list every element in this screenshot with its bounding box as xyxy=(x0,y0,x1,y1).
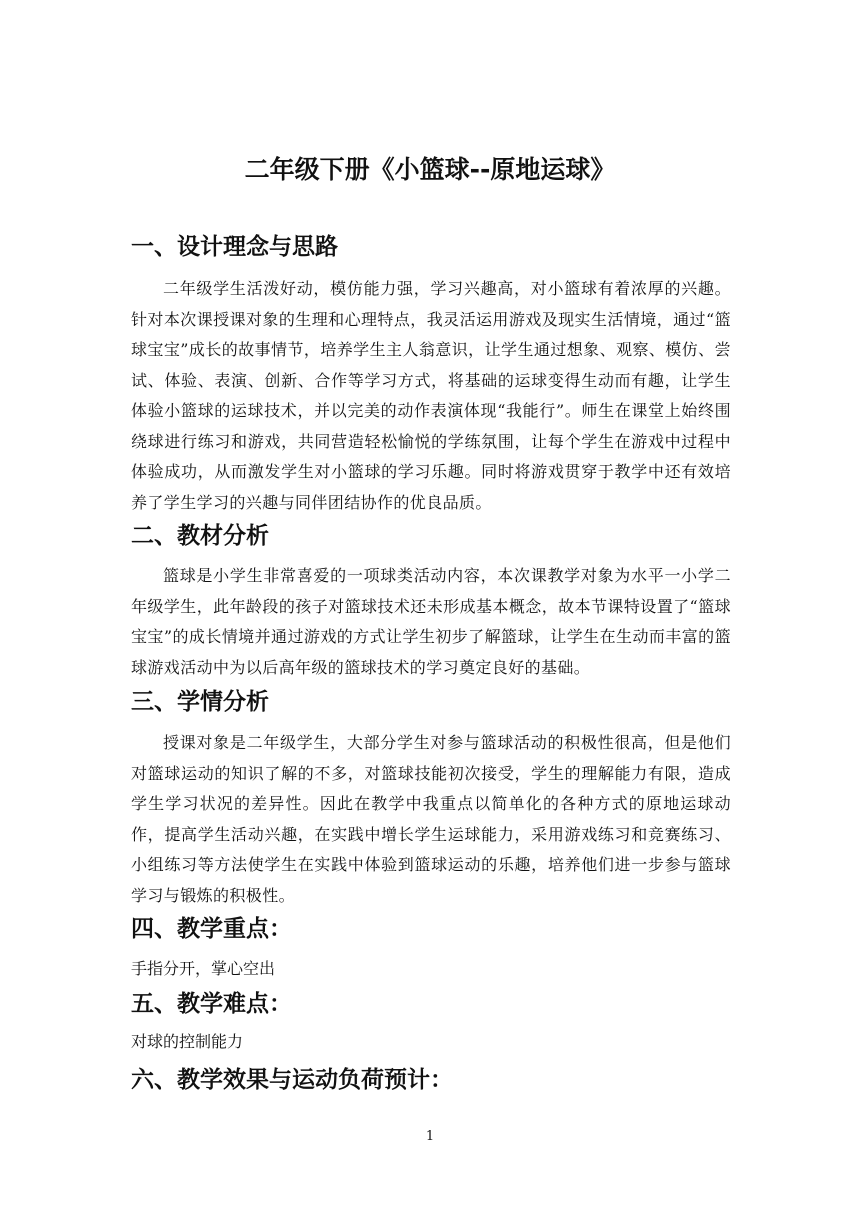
section-heading-teaching-focus: 四、教学重点： xyxy=(131,916,292,942)
section-body-design-concept: 二年级学生活泼好动，模仿能力强，学习兴趣高，对小篮球有着浓厚的兴趣。针对本次课授课对象的生理和心理特点，我灵活运用游戏及现实生活情境，通过“篮球宝宝”成长的故事情节，培养学生主人翁意识，让学生通过想象、观察、模仿、尝试、体验、表演、创新、合作等学习方式，将基础的运球变得生动而有趣，让学生体验小篮球的运球技术，并以完美的动作表演体现“我能行”。师生在课堂上始终围绕球进行练习和游戏，共同营造轻松愉悦的学练氛围，让每个学生在游戏中过程中体验成功，从而激发学生对小篮球的学习乐趣。同时将游戏贯穿于教学中还有效培养了学生学习的兴趣与同伴团结协作的优良品质。 xyxy=(131,279,731,512)
section-text-teaching-difficulty: 对球的控制能力 xyxy=(131,1032,244,1051)
document-title: 二年级下册《小篮球--原地运球》 xyxy=(244,155,616,184)
section-text-teaching-focus: 手指分开，掌心空出 xyxy=(131,959,276,978)
page-number: 1 xyxy=(425,1129,435,1144)
section-heading-teaching-effect: 六、教学效果与运动负荷预计： xyxy=(131,1067,453,1093)
section-body-material-analysis: 篮球是小学生非常喜爱的一项球类活动内容，本次课教学对象为水平一小学二年级学生，此年龄段的孩子对篮球技术还未形成基本概念，故本节课特设置了“篮球宝宝”的成长情境并通过游戏的方式让学生初步了解篮球，让学生在生动而丰富的篮球游戏活动中为以后高年级的篮球技术的学习奠定良好的基础。 xyxy=(131,566,731,677)
section-heading-teaching-difficulty: 五、教学难点： xyxy=(131,991,292,1017)
section-heading-material-analysis: 二、教材分析 xyxy=(131,523,269,549)
section-heading-design-concept: 一、设计理念与思路 xyxy=(131,234,338,260)
section-heading-learner-analysis: 三、学情分析 xyxy=(131,689,269,715)
section-body-learner-analysis: 授课对象是二年级学生，大部分学生对参与篮球活动的积极性很高，但是他们对篮球运动的知识了解的不多，对篮球技能初次接受，学生的理解能力有限，造成学生学习状况的差异性。因此在教学中我重点以简单化的各种方式的原地运球动作，提高学生活动兴趣，在实践中增长学生运球能力，采用游戏练习和竞赛练习、小组练习等方法使学生在实践中体验到篮球运动的乐趣，培养他们进一步参与篮球学习与锻炼的积极性。 xyxy=(131,733,731,905)
